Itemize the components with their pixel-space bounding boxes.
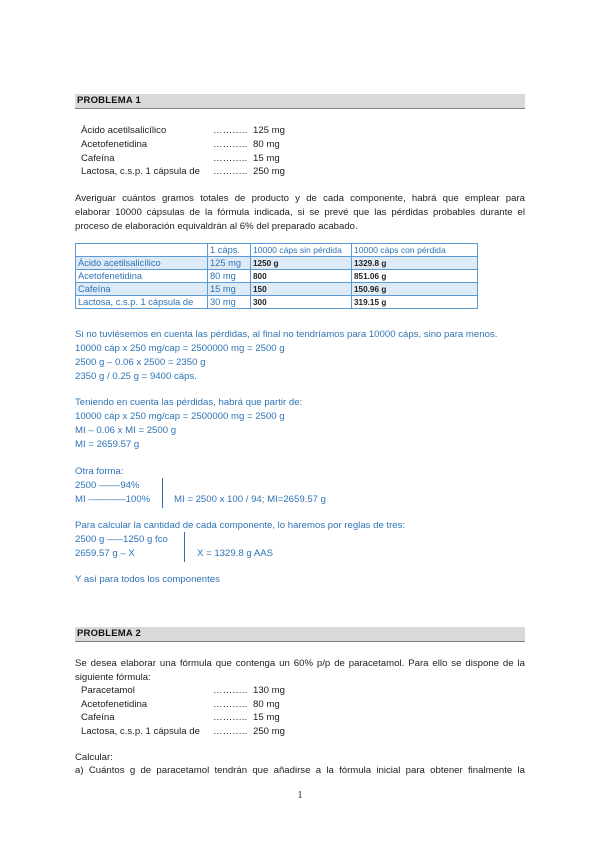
- formula-name: Lactosa, c.s.p. 1 cápsula de: [81, 166, 200, 177]
- statement-line: Se desea elaborar una fórmula que contenga un 60% p/p de paracetamol. Para ello se dispone de la: [75, 658, 525, 669]
- formula-name: Ácido acetilsalicílico: [81, 125, 167, 136]
- table-cell: 80 mg: [208, 270, 251, 283]
- proportion-line: 2500 g –––1250 g fco: [75, 534, 168, 545]
- formula-name: Cafeína: [81, 153, 115, 164]
- table-row: [76, 296, 478, 309]
- solution-line: 2350 g / 0.25 g = 9400 cáps.: [75, 371, 197, 382]
- problem-1-header: [75, 94, 525, 109]
- otra-forma-title: Otra forma:: [75, 466, 124, 477]
- formula-dots: ………..: [213, 699, 248, 710]
- table-cell: Cafeína: [76, 283, 208, 296]
- capsules-table: [75, 243, 478, 309]
- problem-2-title: PROBLEMA 2: [77, 628, 141, 639]
- table-header-cell: 10000 cáps sin pérdida: [251, 244, 352, 257]
- table-cell: Ácido acetilsalicílico: [76, 257, 208, 270]
- proportion-line: MI –––––––100%: [75, 494, 151, 505]
- page-number: 1: [297, 790, 303, 801]
- table-cell: 800: [251, 270, 352, 283]
- solution-1: [75, 328, 497, 384]
- table-header-cell: [76, 244, 208, 257]
- proportion-line: 2659.57 g – X: [75, 548, 135, 559]
- statement-line: siguiente fórmula:: [75, 672, 151, 683]
- formula-dots: ………..: [213, 726, 248, 737]
- formula-dots: ………..: [213, 153, 248, 164]
- formula-amount: 130 mg: [253, 685, 285, 696]
- table-cell: 150: [251, 283, 352, 296]
- solution-line: 10000 cáp x 250 mg/cap = 2500000 mg = 2500 g: [75, 343, 285, 354]
- table-row: [76, 283, 478, 296]
- solution-2: [75, 396, 302, 452]
- proportion-line: 2500 ––––94%: [75, 480, 140, 491]
- reglas-intro: Para calcular la cantidad de cada componente, lo haremos por reglas de tres:: [75, 520, 406, 531]
- table-cell: 30 mg: [208, 296, 251, 309]
- formula-dots: ………..: [213, 166, 248, 177]
- closing-note: Y así para todos los componentes: [75, 574, 220, 585]
- table-cell: 1250 g: [251, 257, 352, 270]
- otra-forma-result: MI = 2500 x 100 / 94; MI=2659.57 g: [174, 494, 327, 505]
- table-cell: Lactosa, c.s.p. 1 cápsula de: [76, 296, 208, 309]
- table-cell: 1329.8 g: [352, 257, 478, 270]
- table-cell: 15 mg: [208, 283, 251, 296]
- formula-name: Paracetamol: [81, 685, 135, 696]
- formula-amount: 250 mg: [253, 166, 285, 177]
- formula-amount: 80 mg: [253, 139, 280, 150]
- table-cell: 150.96 g: [352, 283, 478, 296]
- solution-line: Si no tuviésemos en cuenta las pérdidas, al final no tendríamos para 10000 cáps, sino para menos.: [75, 329, 498, 340]
- solution-line: 2500 g – 0.06 x 2500 = 2350 g: [75, 357, 206, 368]
- formula-amount: 250 mg: [253, 726, 285, 737]
- problem-1-statement: [75, 192, 525, 234]
- table-cell: Acetofenetidina: [76, 270, 208, 283]
- statement-line: Averiguar cuántos gramos totales de producto y de cada componente, habrá que emplear para: [75, 193, 525, 204]
- problem-2-statement: [75, 657, 525, 685]
- question-a-text: a) Cuántos g de paracetamol tendrán que añadirse a la fórmula inicial para obtener finalmente la: [75, 765, 525, 776]
- formula-dots: ………..: [213, 712, 248, 723]
- formula-dots: ………..: [213, 139, 248, 150]
- formula-amount: 15 mg: [253, 712, 280, 723]
- question-a: [75, 764, 525, 778]
- bracket-line: [161, 478, 163, 508]
- table-header-cell: 10000 cáps con pérdida: [352, 244, 478, 257]
- table-cell: 851.06 g: [352, 270, 478, 283]
- problem-1-title: PROBLEMA 1: [77, 95, 141, 106]
- table-cell: 125 mg: [208, 257, 251, 270]
- table-row: [76, 270, 478, 283]
- formula-dots: ………..: [213, 685, 248, 696]
- solution-line: MI = 2659.57 g: [75, 439, 140, 450]
- solution-line: MI – 0.06 x MI = 2500 g: [75, 425, 177, 436]
- otra-forma-block: [75, 465, 375, 510]
- table-row: [76, 257, 478, 270]
- formula-amount: 125 mg: [253, 125, 285, 136]
- formula-dots: ………..: [213, 125, 248, 136]
- statement-line: elaborar 10000 cápsulas de la fórmula indicada, si se prevé que las pérdidas probables durante el: [75, 207, 525, 218]
- formula-name: Cafeína: [81, 712, 115, 723]
- solution-line: Teniendo en cuenta las pérdidas, habrá que partir de:: [75, 397, 303, 408]
- formula-amount: 80 mg: [253, 699, 280, 710]
- formula-name: Acetofenetidina: [81, 139, 148, 150]
- reglas-result: X = 1329.8 g AAS: [197, 548, 274, 559]
- problem-2-header: [75, 627, 525, 642]
- table-header-row: [76, 244, 478, 257]
- table-header-cell: 1 cáps.: [208, 244, 251, 257]
- solution-line: 10000 cáp x 250 mg/cap = 2500000 mg = 2500 g: [75, 411, 285, 422]
- formula-amount: 15 mg: [253, 153, 280, 164]
- table-cell: 300: [251, 296, 352, 309]
- statement-line: proceso de elaboración equivaldrán al 6% del preparado acabado.: [75, 221, 358, 232]
- calcular-label: Calcular:: [75, 752, 113, 763]
- formula-name: Lactosa, c.s.p. 1 cápsula de: [81, 726, 200, 737]
- bracket-line: [183, 532, 185, 562]
- table-cell: 319.15 g: [352, 296, 478, 309]
- formula-name: Acetofenetidina: [81, 699, 148, 710]
- reglas-block: [75, 519, 475, 564]
